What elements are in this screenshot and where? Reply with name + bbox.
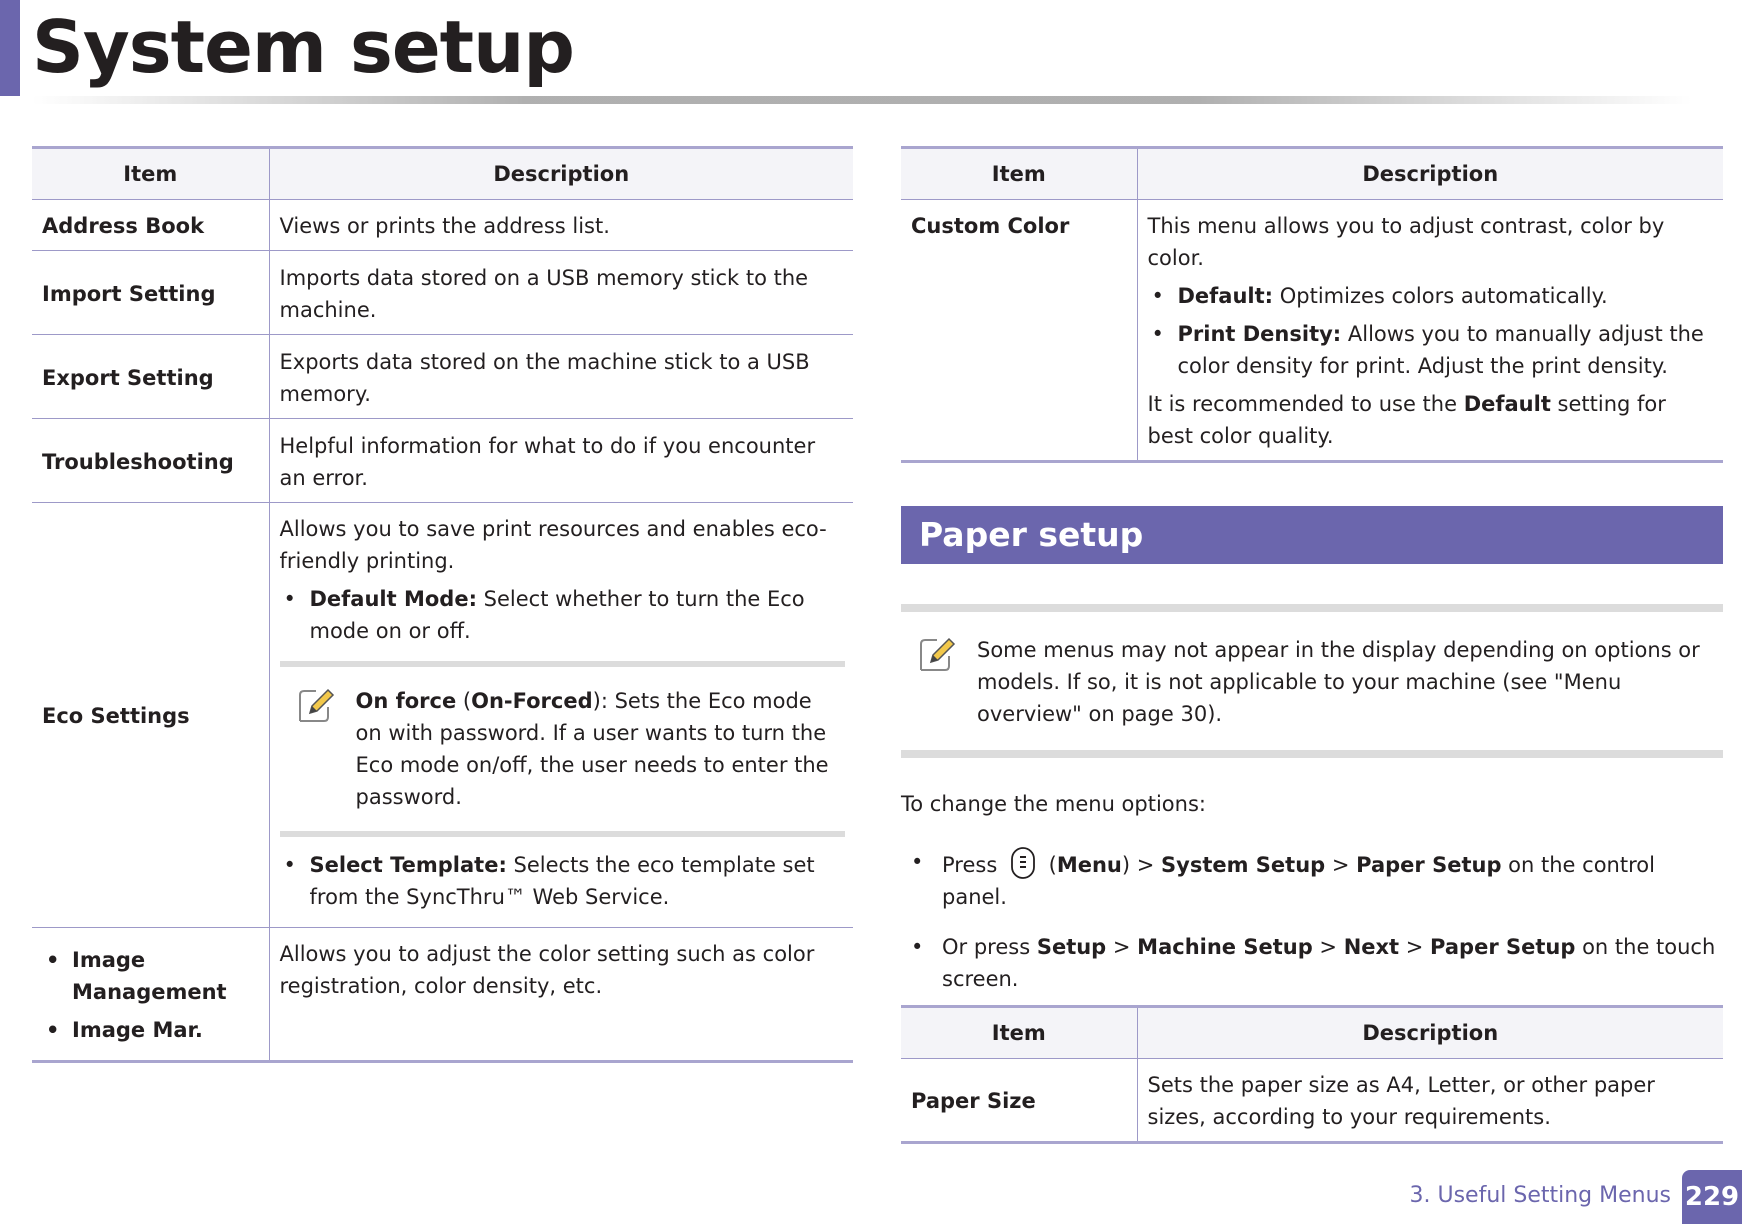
step-text: > — [1325, 853, 1357, 877]
note-pencil-icon — [915, 634, 957, 676]
paper-setup-steps — [901, 846, 1721, 1013]
table-row — [32, 200, 853, 251]
note-pencil-icon — [294, 685, 336, 727]
step-bold: Menu — [1056, 853, 1122, 877]
column-header-item: Item — [32, 148, 269, 200]
table-row — [901, 1059, 1723, 1143]
step-text: > — [1106, 935, 1138, 959]
option-text: Optimizes colors automatically. — [1273, 284, 1608, 308]
column-header-item: Item — [901, 1007, 1137, 1059]
row-description: Views or prints the address list. — [269, 200, 853, 251]
menu-key-icon — [1008, 846, 1038, 880]
row-item — [32, 928, 269, 1062]
table-header-row — [901, 1007, 1723, 1059]
row-item: Troubleshooting — [32, 419, 269, 503]
option-text: Allows you to manually adjust the color density for print. Adjust the print density. — [1177, 322, 1704, 378]
row-description: Helpful information for what to do if you encounter an error. — [269, 419, 853, 503]
table-row — [32, 251, 853, 335]
section-heading-paper-setup: Paper setup — [901, 506, 1723, 564]
paper-setup-intro: To change the menu options: — [901, 792, 1206, 816]
row-description — [269, 503, 853, 928]
step-bold: Next — [1343, 935, 1400, 959]
step-bold: Setup — [1036, 935, 1107, 959]
column-header-description: Description — [269, 148, 853, 200]
table-header-row — [32, 148, 853, 200]
list-item — [280, 849, 846, 913]
column-header-item: Item — [901, 148, 1137, 200]
title-accent-bar — [0, 0, 20, 96]
option-label: Print Density: — [1177, 322, 1342, 346]
step-text: Press — [942, 853, 1004, 877]
row-item: Import Setting — [32, 251, 269, 335]
step-text: > — [1399, 935, 1431, 959]
custom-color-recommendation — [1148, 388, 1714, 452]
row-item: Address Book — [32, 200, 269, 251]
option-text: Select whether to turn the Eco mode on or off. — [309, 587, 805, 643]
list-item — [901, 846, 1721, 913]
note-bold: On-Forced — [471, 689, 593, 713]
note-text — [356, 685, 840, 813]
step-bold: System Setup — [1161, 853, 1326, 877]
note-paren: ( — [456, 689, 472, 713]
left-settings-table — [32, 146, 853, 1063]
list-item — [1148, 318, 1714, 382]
table-row — [32, 335, 853, 419]
page-title: System setup — [32, 5, 574, 89]
row-item: Custom Color — [901, 200, 1137, 462]
paper-setup-table — [901, 1005, 1723, 1144]
row-description: Allows you to adjust the color setting such as color registration, color density, etc. — [269, 928, 853, 1062]
option-label: Select Template: — [309, 853, 507, 877]
option-label: Default Mode: — [309, 587, 477, 611]
step-bold: Machine Setup — [1137, 935, 1313, 959]
row-item: Paper Size — [901, 1059, 1137, 1143]
page-number: 229 — [1682, 1170, 1742, 1224]
column-header-description: Description — [1137, 1007, 1723, 1059]
row-description — [1137, 200, 1723, 462]
list-item: • Image Management — [42, 944, 259, 1008]
rec-bold: Default — [1463, 392, 1551, 416]
eco-option-list — [280, 583, 846, 647]
step-text: on the touch screen. — [942, 935, 1716, 991]
rec-text: setting for best color quality. — [1147, 392, 1666, 448]
option-label: Default: — [1177, 284, 1274, 308]
row-description: Imports data stored on a USB memory stick to the machine. — [269, 251, 853, 335]
step-text: Or press — [942, 935, 1037, 959]
eco-note — [280, 661, 846, 837]
step-text: ( — [1041, 853, 1057, 877]
image-item-list — [42, 944, 259, 1046]
title-divider — [32, 96, 1692, 104]
note-rest: ): Sets the Eco mode on with password. If a user wants to turn the Eco mode on/off, the user needs to enter the password. — [355, 689, 829, 809]
paper-setup-note — [901, 604, 1723, 758]
step-text: on the control panel. — [942, 853, 1655, 909]
custom-color-intro: This menu allows you to adjust contrast, color by color. — [1147, 214, 1665, 270]
row-item: Export Setting — [32, 335, 269, 419]
column-header-description: Description — [1137, 148, 1723, 200]
custom-color-option-list — [1148, 280, 1714, 382]
table-row-image — [32, 928, 853, 1062]
list-item: • Image Mar. — [42, 1014, 259, 1046]
table-row-eco — [32, 503, 853, 928]
footer-section-label: 3. Useful Setting Menus — [1409, 1183, 1671, 1208]
note-bold: On force — [355, 689, 457, 713]
table-header-row — [901, 148, 1723, 200]
row-description: Exports data stored on the machine stick to a USB memory. — [269, 335, 853, 419]
table-row-custom-color — [901, 200, 1723, 462]
table-row — [32, 419, 853, 503]
list-item — [1148, 280, 1714, 312]
row-item: Eco Settings — [32, 503, 269, 928]
list-item — [901, 931, 1721, 995]
option-text: Selects the eco template set from the SyncThru™ Web Service. — [309, 853, 815, 909]
right-settings-table — [901, 146, 1723, 463]
eco-intro: Allows you to save print resources and enables eco-friendly printing. — [279, 517, 827, 573]
eco-option-list — [280, 849, 846, 913]
step-bold: Paper Setup — [1430, 935, 1576, 959]
row-description: Sets the paper size as A4, Letter, or other paper sizes, according to your requirements. — [1137, 1059, 1723, 1143]
step-text: > — [1312, 935, 1344, 959]
step-text: ) > — [1121, 853, 1162, 877]
step-bold: Paper Setup — [1356, 853, 1502, 877]
rec-text: It is recommended to use the — [1147, 392, 1464, 416]
list-item — [280, 583, 846, 647]
note-text: Some menus may not appear in the display depending on options or models. If so, it is not applicable to your machine (see "Menu overview" on page 30). — [977, 638, 1700, 726]
